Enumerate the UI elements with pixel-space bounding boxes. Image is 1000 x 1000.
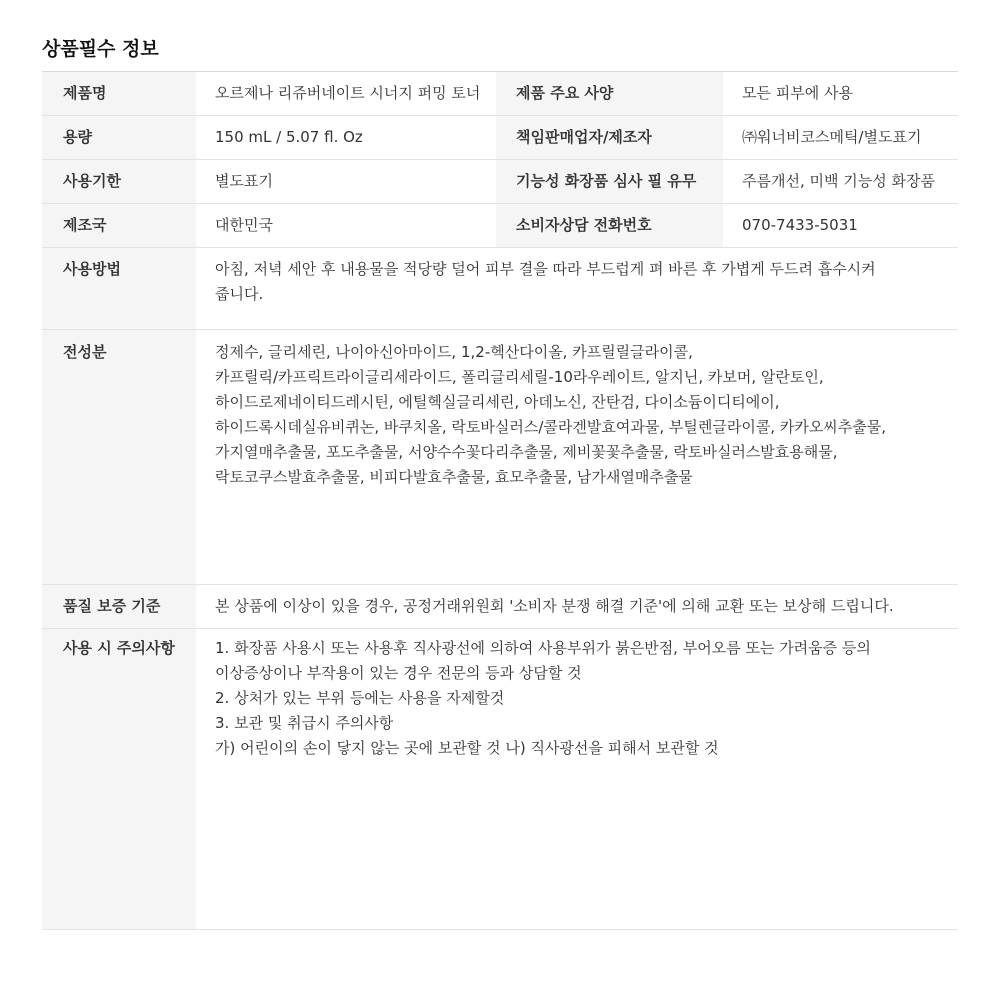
label-usage: 사용방법 — [42, 248, 196, 329]
value-product-name: 오르제나 리쥬버네이트 시너지 퍼밍 토너 — [196, 72, 496, 115]
value-main-spec: 모든 피부에 사용 — [723, 72, 958, 115]
ingredients-line: 정제수, 글리세린, 나이아신아마이드, 1,2-헥산다이올, 카프릴릴글라이콜, — [215, 343, 693, 361]
table-row — [42, 248, 958, 330]
page-title: 상품필수 정보 — [42, 38, 159, 60]
value-caution — [196, 629, 958, 929]
label-origin-country: 제조국 — [42, 204, 196, 247]
label-ingredients: 전성분 — [42, 330, 196, 584]
table-row — [42, 160, 958, 204]
caution-line: 2. 상처가 있는 부위 등에는 사용을 자제할것 — [215, 689, 505, 707]
ingredients-line: 하이드로제네이티드레시틴, 에틸헥실글리세린, 아데노신, 잔탄검, 다이소듐이디티에이, — [215, 393, 780, 411]
ingredients-line: 하이드록시데실유비퀴논, 바쿠치올, 락토바실러스/콜라겐발효여과물, 부틸렌글라이콜, 카카오씨추출물, — [215, 418, 887, 436]
value-usage — [196, 248, 958, 329]
ingredients-line: 카프릴릭/카프릭트라이글리세라이드, 폴리글리세릴-10라우레이트, 알지닌, 카보머, 알란토인, — [215, 368, 824, 386]
label-customer-phone: 소비자상담 전화번호 — [496, 204, 723, 247]
value-volume: 150 mL / 5.07 fl. Oz — [196, 116, 496, 159]
table-row — [42, 72, 958, 116]
value-manufacturer: ㈜워너비코스메틱/별도표기 — [723, 116, 958, 159]
table-row — [42, 116, 958, 160]
label-functional-review: 기능성 화장품 심사 필 유무 — [496, 160, 723, 203]
value-quality-standard: 본 상품에 이상이 있을 경우, 공정거래위원회 '소비자 분쟁 해결 기준'에 의해 교환 또는 보상해 드립니다. — [196, 585, 958, 628]
value-functional-review: 주름개선, 미백 기능성 화장품 — [723, 160, 958, 203]
value-origin-country: 대한민국 — [196, 204, 496, 247]
usage-line: 줍니다. — [215, 285, 264, 303]
table-row — [42, 204, 958, 248]
caution-line: 1. 화장품 사용시 또는 사용후 직사광선에 의하여 사용부위가 붉은반점, 부어오름 또는 가려움증 등의 — [215, 639, 871, 657]
caution-line: 이상증상이나 부작용이 있는 경우 전문의 등과 상담할 것 — [215, 664, 582, 682]
product-info-table — [42, 71, 958, 930]
ingredients-line: 가지열매추출물, 포도추출물, 서양수수꽃다리추출물, 제비꽃꽃추출물, 락토바실러스발효용해물, — [215, 443, 838, 461]
label-product-name: 제품명 — [42, 72, 196, 115]
usage-line: 아침, 저녁 세안 후 내용물을 적당량 덜어 피부 결을 따라 부드럽게 펴 바른 후 가볍게 두드려 흡수시켜 — [215, 260, 876, 278]
table-row — [42, 585, 958, 629]
label-main-spec: 제품 주요 사양 — [496, 72, 723, 115]
table-row — [42, 330, 958, 585]
caution-line: 3. 보관 및 취급시 주의사항 — [215, 714, 394, 732]
label-quality-standard: 품질 보증 기준 — [42, 585, 196, 628]
label-manufacturer: 책임판매업자/제조자 — [496, 116, 723, 159]
label-expiry: 사용기한 — [42, 160, 196, 203]
value-ingredients — [196, 330, 958, 584]
ingredients-line: 락토코쿠스발효추출물, 비피다발효추출물, 효모추출물, 남가새열매추출물 — [215, 468, 693, 486]
value-expiry: 별도표기 — [196, 160, 496, 203]
caution-line: 가) 어린이의 손이 닿지 않는 곳에 보관할 것 나) 직사광선을 피해서 보관할 것 — [215, 739, 719, 757]
table-row — [42, 629, 958, 930]
label-volume: 용량 — [42, 116, 196, 159]
label-caution: 사용 시 주의사항 — [42, 629, 196, 929]
value-customer-phone: 070-7433-5031 — [723, 204, 958, 247]
